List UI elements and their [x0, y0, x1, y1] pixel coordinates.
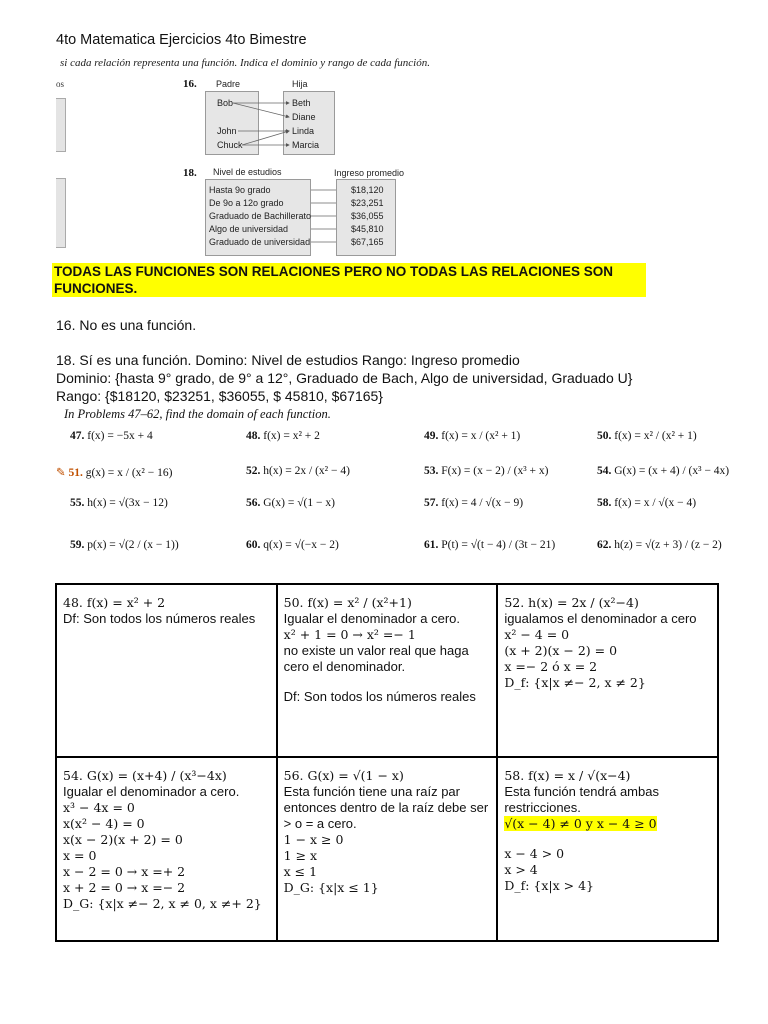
problem-56: 56. G(x) = √(1 − x)	[246, 497, 335, 509]
daughter-item: Marcia	[292, 140, 320, 150]
problem-60: 60. q(x) = √(−x − 2)	[246, 539, 339, 551]
income-item: $67,165	[351, 237, 384, 247]
solutions-table	[55, 583, 719, 942]
range-header: Ingreso promedio	[334, 168, 405, 178]
income-item: $36,055	[351, 211, 384, 221]
income-item: $45,810	[351, 224, 384, 234]
problem-18-number: 18.	[183, 167, 197, 179]
problem-51: ✎ 51. g(x) = x / (x² − 16)	[56, 467, 173, 479]
solution-cell-48: 48. f(x) = x² + 2 Df: Son todos los números reales	[56, 584, 277, 757]
parent-item: Chuck	[217, 140, 243, 150]
parent-item: John	[217, 126, 237, 136]
highlighted-restriction: √(x − 4) ≠ 0 y x − 4 ≥ 0	[504, 816, 657, 831]
daughter-item: Beth	[292, 98, 311, 108]
page-title: 4to Matematica Ejercicios 4to Bimestre	[56, 32, 307, 48]
answer-16: 16. No es una función.	[56, 317, 197, 333]
solution-cell-52: 52. h(x) = 2x / (x²−4) igualamos el denominador a cero x² − 4 = 0 (x + 2)(x − 2) = 0 x =− 2 ó x = 2 D_f: {x|x ≠− 2, x ≠ 2}	[497, 584, 718, 757]
problem-48: 48. f(x) = x² + 2	[246, 430, 320, 442]
domain-header: Nivel de estudios	[213, 167, 282, 177]
answer-18-line3: Rango: {$18120, $23251, $36055, $ 45810, $67165}	[56, 388, 383, 404]
mapping-arrow	[242, 131, 289, 145]
solution-cell-54: 54. G(x) = (x+4) / (x³−4x) Igualar el denominador a cero. x³ − 4x = 0 x(x² − 4) = 0 x(x − 2)(x + 2) = 0 x = 0 x − 2 = 0 → x =+ 2 x + 2 = 0 → x =− 2 D_G: {x|x ≠− 2, x ≠ 0, x ≠+ 2}	[56, 757, 277, 941]
level-item: Algo de universidad	[209, 224, 289, 234]
problem-58: 58. f(x) = x / √(x − 4)	[597, 497, 697, 509]
level-item: Graduado de Bachillerato	[209, 211, 312, 221]
problem-47: 47. f(x) = −5x + 4	[70, 430, 153, 442]
problem-50: 50. f(x) = x² / (x² + 1)	[597, 430, 697, 442]
problem-57: 57. f(x) = 4 / √(x − 9)	[424, 497, 524, 509]
cropped-text: os	[56, 79, 65, 89]
problem-55: 55. h(x) = √(3x − 12)	[70, 497, 168, 509]
pencil-icon: ✎	[56, 467, 66, 479]
income-item: $23,251	[351, 198, 384, 208]
highlighted-statement: TODAS LAS FUNCIONES SON RELACIONES PERO NO TODAS LAS RELACIONES SON FUNCIONES.	[52, 263, 646, 297]
income-item: $18,120	[351, 185, 384, 195]
problem-52: 52. h(x) = 2x / (x² − 4)	[246, 465, 350, 477]
problem-54: 54. G(x) = (x + 4) / (x³ − 4x)	[597, 465, 730, 477]
solution-cell-56: 56. G(x) = √(1 − x) Esta función tiene una raíz par entonces dentro de la raíz debe ser > o = a cero. 1 − x ≥ 0 1 ≥ x x ≤ 1 D_G: {x|x ≤ 1}	[277, 757, 498, 941]
domain-header: Padre	[216, 79, 241, 89]
problem-59: 59. p(x) = √(2 / (x − 1))	[70, 539, 179, 551]
parent-item: Bob	[217, 98, 234, 108]
problem-49: 49. f(x) = x / (x² + 1)	[424, 430, 521, 442]
solution-cell-58: 58. f(x) = x / √(x−4) Esta función tendrá ambas restricciones. √(x − 4) ≠ 0 y x − 4 ≥ 0 x − 4 > 0 x > 4 D_f: {x|x > 4}	[497, 757, 718, 941]
instruction-text: si cada relación representa una función. Indica el dominio y rango de cada función.	[60, 57, 430, 69]
answer-18-line2: Dominio: {hasta 9° grado, de 9° a 12°, Graduado de Bach, Algo de universidad, Graduado U}	[56, 370, 633, 386]
problem-61: 61. P(t) = √(t − 4) / (3t − 21)	[424, 539, 556, 551]
level-item: De 9o a 12o grado	[209, 198, 284, 208]
problem-53: 53. F(x) = (x − 2) / (x³ + x)	[424, 465, 549, 477]
solution-cell-50: 50. f(x) = x² / (x²+1) Igualar el denominador a cero. x² + 1 = 0 → x² =− 1 no existe un valor real que haga cero el denominador. Df: Son todos los números reales	[277, 584, 498, 757]
answer-18-line1: 18. Sí es una función. Domino: Nivel de estudios Rango: Ingreso promedio	[56, 352, 520, 368]
daughter-item: Diane	[292, 112, 316, 122]
level-item: Graduado de universidad	[209, 237, 311, 247]
daughter-item: Linda	[292, 126, 315, 136]
problems-header: In Problems 47–62, find the domain of each function.	[64, 407, 331, 421]
mapping-arrow	[233, 103, 289, 117]
range-header: Hija	[292, 79, 308, 89]
level-item: Hasta 9o grado	[209, 185, 271, 195]
problem-16-number: 16.	[183, 78, 197, 90]
problem-62: 62. h(z) = √(z + 3) / (z − 2)	[597, 539, 722, 551]
